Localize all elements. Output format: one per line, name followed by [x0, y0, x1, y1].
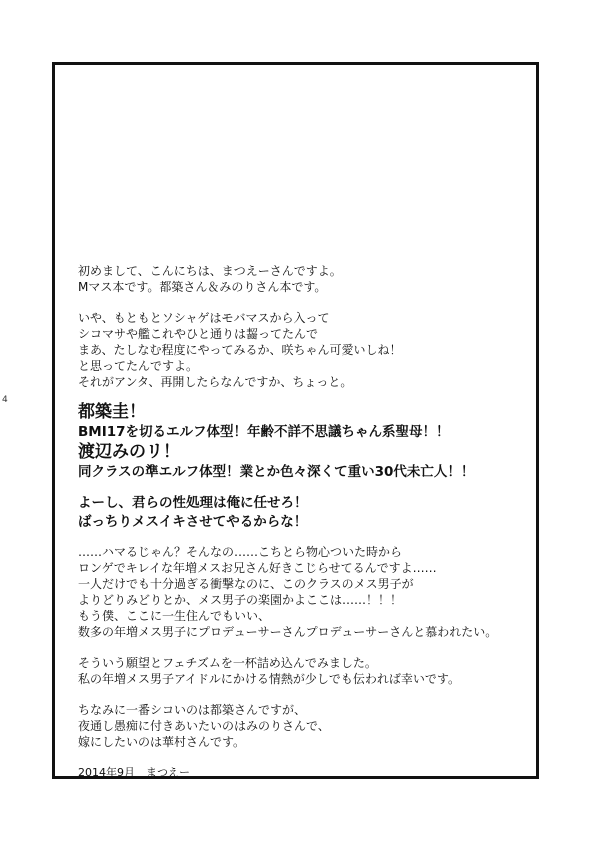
afterword-text [78, 263, 518, 781]
closing-line-3: 嫁にしたいのは華村さんです。 [78, 735, 246, 749]
headline-name-2: 渡辺みのリ！ [78, 442, 180, 462]
confession-line-5: もう僕、ここに一生住んでもいい、 [78, 609, 271, 623]
closing-line-2: 夜通し愚痴に付きあいたいのはみのりさんで、 [78, 719, 330, 733]
confession-line-2: ロンゲでキレイな年増メスお兄さん好きこじらせてるんですよ…… [78, 561, 437, 575]
wishes-line-2: 私の年増メス男子アイドルにかける情熱が少しでも伝われば幸いです。 [78, 672, 460, 686]
wishes-line-1: そういう願望とフェチズムを一杯詰め込んでみました。 [78, 656, 377, 670]
confession-line-4: よりどりみどりとか、メス男子の楽園かよここは……！！！ [78, 593, 403, 607]
headline-name-1: 都築圭！ [78, 402, 146, 422]
confession-line-3: 一人だけでも十分過ぎる衝撃なのに、このクラスのメス男子が [78, 577, 414, 591]
intro-line-1: 初めまして、こんにちは、まつえーさんですよ。 [78, 264, 342, 278]
signature-date: 2014年9月 まつえー [78, 766, 190, 779]
history-line-3: まあ、たしなむ程度にやってみるか、咲ちゃん可愛いしね！ [78, 343, 402, 357]
page-number: 4 [2, 395, 8, 405]
confession-line-6: 数多の年増メス男子にプロデューサーさんプロデューサーさんと慕われたい。 [78, 625, 498, 639]
shout-line-1: よーし、君らの性処理は俺に任せろ！ [78, 495, 308, 511]
closing-line-1: ちなみに一番シコいのは都築さんですが、 [78, 703, 307, 717]
headline-desc-1: BMI17を切るエルフ体型！年齢不詳不思議ちゃん系聖母！！ [78, 424, 450, 440]
history-line-4: と思ってたんですよ。 [78, 359, 199, 373]
headline-desc-2: 同クラスの準エルフ体型！業とか色々深くて重い30代未亡人！！ [78, 464, 475, 480]
intro-line-2: Mマス本です。都築さん＆みのりさん本です。 [78, 280, 327, 294]
confession-line-1: ……ハマるじゃん？そんなの……こちとら物心ついた時から [78, 545, 403, 559]
history-line-2: シコマサや艦これやひと通りは齧ってたんで [78, 327, 319, 341]
history-line-1: いや、もともとソシャゲはモバマスから入って [78, 311, 330, 325]
shout-line-2: ばっちりメスイキさせてやるからな！ [78, 514, 308, 530]
history-line-5: それがアンタ、再開したらなんですか、ちょっと。 [78, 375, 353, 389]
